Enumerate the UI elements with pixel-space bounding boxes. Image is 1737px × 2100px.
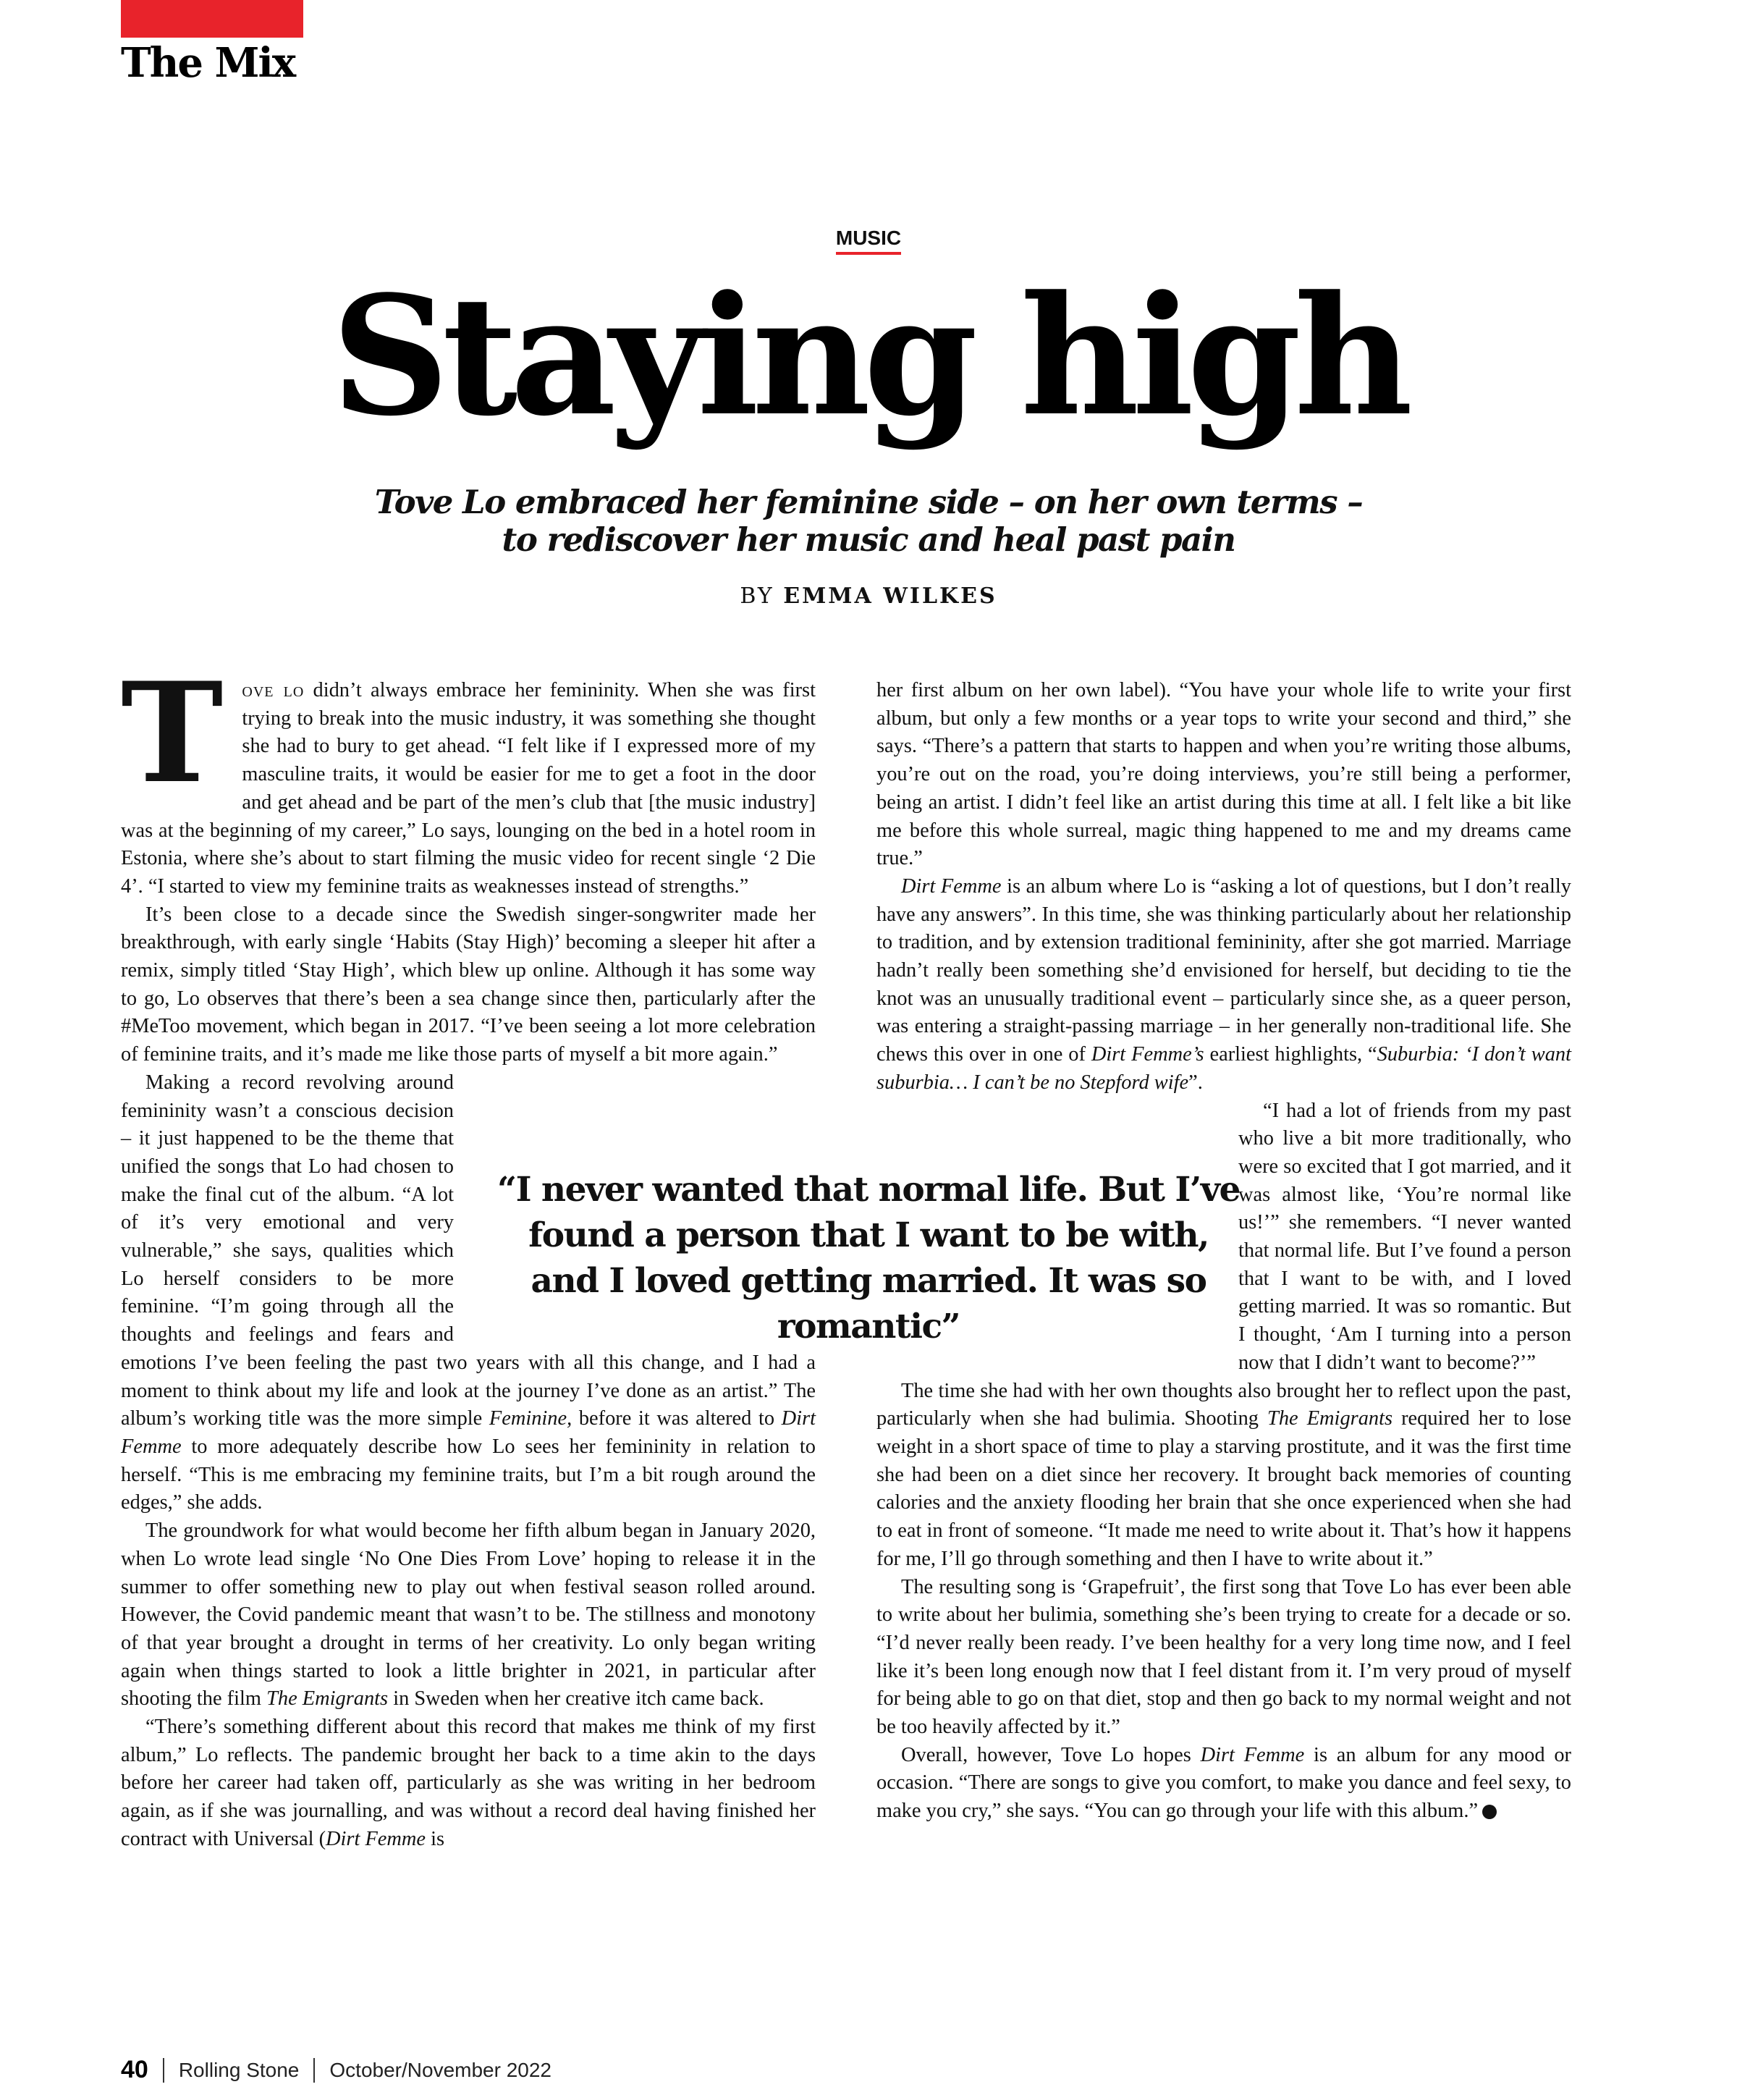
paragraph — [876, 1742, 1571, 1826]
paragraph — [121, 1713, 816, 1854]
section-label: The Mix — [121, 39, 295, 87]
album-title: Dirt Femme — [326, 1827, 426, 1850]
paragraph-text: is an album where Lo is “asking a lot of questions, but I don’t really have any answers”. In this time, she was thinking particularly about her relationship to tradition, and by extension traditional femininity, after she got married. Marriage hadn’t really been something she’d envisioned for herself, but deciding to tie the knot was an unusually traditional event – particularly since she, as a queer person, was entering a straight-passing marriage – in her generally non-traditional life. She chews this over in one of — [876, 874, 1571, 1066]
paragraph-text: is an album for any mood or occasion. “There are songs to give you comfort, to make you dance and feel sexy, to make you cry,” she says. “You can go through your life with this album.” — [876, 1743, 1571, 1823]
album-title: Dirt Femme — [121, 1407, 816, 1458]
paragraph-text: Overall, however, Tove Lo hopes — [901, 1743, 1201, 1766]
section-color-tab — [121, 0, 303, 38]
publication-name: Rolling Stone — [178, 2058, 300, 2081]
paragraph: The resulting song is ‘Grapefruit’, the first song that Tove Lo has ever been able to write about her bulimia, something she’s been trying to create for a decade or so. “I’d never really been ready. I’ve been healthy for a very long time now, and I feel like it’s been long enough now that I feel distant from it. I’m very proud of myself for being able to go on that diet, stop and then go back to my normal weight and not be too heavily affected by it.” — [876, 1575, 1571, 1739]
paragraph-text: required her to lose weight in a short space of time to play a starving prostitute, and it was the first time she had been on a diet since her recovery. It brought back memories of counting calories and the anxiety flooding her brain that she once experienced when she had to eat in front of someone. “It made me need to write about it. That’s how it happens for me, I’ll go through something and then I have to write about it.” — [876, 1407, 1571, 1570]
paragraph: It’s been close to a decade since the Swedish singer-songwriter made her breakthrough, with early single ‘Habits (Stay High)’ becoming a sleeper hit after a remix, simply titled ‘Stay High’, which blew up online. Although it has some way to go, Lo observes that there’s been a sea change since then, particularly after the #MeToo movement, which began in 2017. “I’ve been seeing a lot more celebration of feminine traits, and it’s made me like those parts of myself a bit more again.” — [121, 903, 816, 1066]
pull-quote: “I never wanted that normal life. But I’ve found a person that I want to be with, and I loved getting married. It was so romantic” — [497, 1170, 1240, 1346]
paragraph-text: to more adequately describe how Lo sees her femininity in relation to herself. “This is me embracing my feminine traits, but I’m a bit rough around the edges,” she adds. — [121, 1435, 816, 1514]
kicker — [0, 227, 1737, 250]
lyric-quote: Suburbia: ‘I don’t want suburbia… I can’t be no Stepford wife — [876, 1043, 1571, 1094]
album-title: Dirt Femme’s — [1091, 1043, 1204, 1066]
paragraph — [121, 652, 816, 901]
footer-divider — [163, 2058, 164, 2083]
lead-smallcaps: ove lo — [242, 679, 305, 701]
paragraph — [876, 873, 1571, 1097]
paragraph-text: in Sweden when her creative itch came back. — [388, 1687, 764, 1711]
paragraph-text: didn’t always embrace her femininity. When she was first trying to break into the music industry, it was something she thought she had to bury to get ahead. “I felt like if I expressed more of my masculine traits, it would be easier for me to get a foot in the door and get ahead and be part of the men’s club that [the music industry] was at the beginning of my career,” Lo says, lounging on the bed in a hotel room in Estonia, where she’s about to start filming the music video for recent single ‘2 Die 4’. “I started to view my feminine traits as weaknesses instead of strengths.” — [121, 679, 816, 898]
dek: Tove Lo embraced her feminine side – on her own terms – to rediscover her music and heal past pain — [374, 483, 1363, 559]
paragraph-text: before it was altered to — [572, 1407, 782, 1430]
byline — [0, 583, 1737, 609]
album-title: Dirt Femme — [1200, 1743, 1305, 1766]
byline-author: EMMA WILKES — [783, 583, 997, 609]
paragraph-text: is — [426, 1827, 445, 1850]
album-title: Feminine, — [489, 1407, 572, 1430]
paragraph — [121, 1517, 816, 1713]
paragraph: her first album on her own label). “You have your whole life to write your first album, but only a few months or a year tops to write your second and third,” she says. “There’s a pattern that starts to happen and when you’re writing those albums, you’re out on the road, you’re doing interviews, you’re still being a performer, being an artist. I didn’t feel like an artist during this time at all. I felt like a bit like me before this whole surreal, magic thing happened to me and my dreams came true.” — [876, 679, 1571, 870]
page-footer — [121, 2056, 551, 2084]
paragraph-text: “There’s something different about this record that makes me think of my first album,” Lo reflects. The pandemic brought her back to a time akin to the days before her career had taken off, particularly as she was writing in her bedroom again, as if she was journalling, and was without a record deal having finished her contract with Universal ( — [121, 1716, 816, 1850]
film-title: The Emigrants — [266, 1687, 389, 1711]
paragraph-text: “I had a lot of friends from my past who live a bit more traditionally, who were so excited that I got married, and it was almost like, ‘You’re normal like us!’” she remembers. “I never wanted that normal life. But I’ve found a person that I want to be with, and I loved getting married. It was so romantic. But I thought, ‘Am I turning into a person now that I didn’t want to become?’” — [1238, 1099, 1571, 1374]
paragraph-text: earliest highlights, “ — [1204, 1043, 1377, 1066]
film-title: The Emigrants — [1267, 1407, 1393, 1430]
end-mark-icon: R — [1482, 1805, 1497, 1819]
headline: Staying high — [331, 261, 1406, 452]
paragraph-text: The time she had with her own thoughts also brought her to reflect upon the past, particularly when she had bulimia. Shooting — [876, 1379, 1571, 1430]
album-title: Dirt Femme — [901, 874, 1002, 898]
dropcap: T — [121, 652, 224, 814]
paragraph-text: Making a record revolving around femininity wasn’t a conscious decision – it just happened to be the theme that unified the songs that Lo had chosen to make the final cut of the album. “A lot of it’s very emotional and very vulnerable,” she says, qualities which Lo herself considers to be more feminine. “I’m going through all the thoughts and feelings and fears and emotions I’ve been feeling the past two years with all this change, and I had a moment to think about my life and look at the journey I’ve done as an artist.” The album’s working title was the more simple — [121, 1071, 816, 1430]
byline-prefix: BY — [740, 583, 774, 609]
page-number: 40 — [121, 2056, 148, 2083]
paragraph-text: ”. — [1188, 1071, 1203, 1094]
paragraph — [876, 1378, 1571, 1574]
paragraph-text: The groundwork for what would become her fifth album began in January 2020, when Lo wrote lead single ‘No One Dies From Love’ hoping to release it in the summer to offer something new to play out when festival season rolled around. However, the Covid pandemic meant that wasn’t to be. The stillness and monotony of that year brought a drought in terms of her creativity. Lo only began writing again when things started to look a little brighter in 2021, in particular after shooting the film — [121, 1519, 816, 1711]
kicker-label: MUSIC — [836, 227, 901, 255]
footer-divider — [313, 2058, 315, 2083]
issue-date: October/November 2022 — [329, 2058, 551, 2081]
